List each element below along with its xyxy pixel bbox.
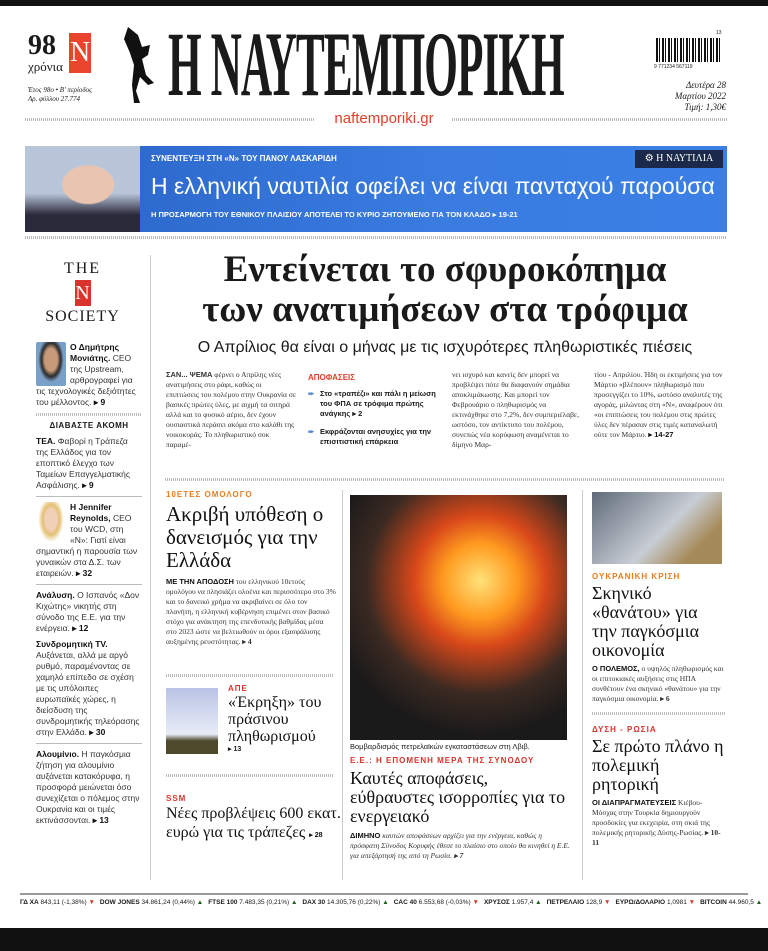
column-divider [150, 255, 151, 880]
story-text: Κιέβου-Μόσχας στην Τουρκία δημιουργούν προσδοκίες για εκεχειρία, στη σκιά της πολεμικής ρητορικής Δύσης-Ρωσίας. [592, 798, 710, 837]
energy-story[interactable] [350, 756, 572, 861]
lead-column-4 [594, 370, 724, 440]
n-logo: N [70, 34, 90, 72]
story-text: καυτών αποφάσεων αρχίζει για την ενέργεια, καθώς η πρόσφατη Σύνοδος Κορυφής έθεσε το πλαίσιο στο οποίο θα κινηθεί η Ε.Ε. για απεξάρτησή της από τη Ρωσία. [350, 831, 570, 860]
divider [25, 118, 315, 121]
item-text: CEO του WCD, στη «Ν»: Γιατί είναι σημαντική η παρουσία των γυναικών στα Δ.Σ. των εταιρειών. [36, 513, 138, 578]
interview-banner[interactable] [25, 146, 727, 232]
divider [592, 712, 726, 715]
ticker-value: 44.960,5 [728, 899, 754, 906]
lead-in: ΣΑΝ... ΨΕΜΑ [166, 370, 213, 379]
issue-number: Αρ. φύλλου 27.774 [28, 95, 80, 103]
down-arrow-icon: ▼ [472, 899, 479, 906]
down-arrow-icon: ▼ [604, 899, 611, 906]
ticker-item [700, 898, 762, 907]
wind-turbine-photo [166, 688, 218, 754]
decision-item[interactable] [308, 427, 440, 447]
kicker: 10ΕΤΕΣ ΟΜΟΛΟΓΟ [166, 490, 253, 499]
lead-in: ΔΙΜΗΝΟ [350, 831, 381, 840]
lead-subtitle: Ο Απρίλιος θα είναι ο μήνας με τις ισχυρότερες πληθωριστικές πιέσεις [197, 339, 693, 356]
headline: Νέες προβλέψεις 600 εκατ. ευρώ για τις τράπεζες [166, 805, 341, 841]
up-arrow-icon: ▲ [382, 899, 389, 906]
right-column [592, 572, 726, 848]
ticker-item [302, 898, 388, 907]
ticker-value: 7.483,35 (0,21%) [239, 899, 290, 906]
the-n-society-logo [25, 260, 140, 326]
lead-headline[interactable] [165, 250, 725, 330]
ticker-item [394, 898, 479, 907]
story-text: ο υψηλός πληθωρισμός και οι επιτοκιακές αυξήσεις στις ΗΠΑ συνθέτουν ένα σκηνικό «θανάτου» για την παγκόσμια οικονομία. [592, 664, 724, 703]
lead-column-1 [166, 370, 296, 450]
decision-text: Εκφράζονται ανησυχίες για την επισιτιστική επάρκεια [320, 427, 432, 446]
lead-column-3: νει ισχυρό και κανείς δεν μπορεί να προβλέψει πότε θα διαφανούν σημάδια αποκλιμάκωσης. Και μπορεί τον Φεβρουάριο ο πληθωρισμός να εκτινάχθηκε στο 7,2%, δεν συμπεριέλαβε, ωστόσο, τον αντίκτυπο του πολέμου, συνεπώς νέα κορύφωση αναμένεται το δίμηνο Μαρ- [452, 370, 579, 449]
sidebar-item[interactable] [36, 436, 142, 491]
ticker-key: FTSE 100 [208, 899, 238, 906]
banner-kicker: ΣΥΝΕΝΤΕΥΞΗ ΣΤΗ «Ν» ΤΟΥ ΠΑΝΟΥ ΛΑΣΚΑΡΙΔΗ [151, 154, 337, 163]
banner-subtitle [151, 210, 518, 220]
ticker-key: CAC 40 [393, 899, 417, 906]
hermes-icon [120, 25, 160, 105]
column-text: τίου - Απριλίου. Ήδη οι εκτιμήσεις για τον Μάρτιο «βλέπουν» πληθωρισμό που προσεγγίζει το 10%, ωστόσο αναλυτές της αγοράς, μιλώντας στη «Ν», αναφέρουν ότι «οι επιπτώσεις του πολέμου στις πρώτες ύλες δεν πέρασαν στις τιμές καταναλωτή ούτε τον Μάρτιο. [594, 370, 723, 439]
tag-label: Η ΝΑΥΤΙΛΙΑ [656, 153, 714, 164]
up-arrow-icon: ▲ [290, 899, 298, 906]
item-lead: ΤΕΑ. [36, 436, 56, 446]
society-text: CEO της Upstream, αρθρογραφεί για τις τεχνολογικές δεξιότητες του μέλλοντος. [36, 353, 136, 407]
banner-headline: Η ελληνική ναυτιλία οφείλει να είναι πανταχού παρούσα [151, 173, 715, 199]
page-ref: ▸ 32 [75, 568, 93, 578]
barcode [656, 38, 722, 62]
page-ref: ▸ 4 [242, 637, 252, 646]
decisions-box [308, 373, 440, 447]
oil-fire-photo [350, 495, 567, 740]
page-ref: ▸ 28 [309, 832, 323, 839]
russia-story[interactable] [592, 725, 726, 848]
divider [36, 496, 142, 497]
story-text: του ελληνικού 10ετούς ομολόγου να πλησιάζει ολοένα και περισσότερο στο 3% και το δανεικό χρήμα να ακριβαίνει σε όλο τον πλανήτη, η ελληνική κυβέρνηση επιμένει στον βασικό στόχο για ανάκτηση της επενδυτικής βαθμίδας μέσα στο 2023 ώστε να βελτιωθούν οι όροι εξασφάλισης αυξημένης ρευστότητας. [166, 577, 336, 646]
date-month: Μαρτίου 2022 [674, 91, 726, 101]
photo-caption: Βομβαρδισμός πετρελαϊκών εγκαταστάσεων στη Λβιβ. [350, 742, 530, 751]
issue-meta [28, 86, 92, 104]
ticker-value: 843,11 (-1,38%) [40, 899, 87, 906]
scan-edge [0, 928, 768, 951]
ticker-key: ΧΡΥΣΟΣ [483, 899, 510, 906]
ticker-value: 6.553,68 (-0,03%) [418, 899, 471, 906]
ticker-item [20, 898, 95, 907]
barcode-issue: 13 [716, 30, 722, 36]
arrow-icon: ➨ [308, 389, 315, 398]
society-n: N [75, 282, 90, 304]
ssm-story[interactable] [166, 794, 341, 845]
kicker: ΟΥΚΡΑΝΙΚΗ ΚΡΙΣΗ [592, 572, 681, 581]
down-arrow-icon: ▼ [688, 899, 696, 906]
page-ref: ▸ 9 [93, 397, 106, 407]
divider [25, 236, 727, 239]
sidebar-item[interactable] [36, 639, 142, 738]
lead-in: ΜΕ ΤΗΝ ΑΠΟΔΟΣΗ [166, 577, 234, 586]
ticker-value: 14.305,76 (0,22%) [326, 899, 381, 906]
anniversary-years: 98 [28, 30, 56, 61]
page-ref: ▸ 7 [453, 851, 464, 860]
item-text: Φαβορί η Τράπεζα της Ελλάδος για τον εποπτικό έλεγχο των Ταμείων Επαγγελματικής Ασφάλισης. [36, 436, 130, 490]
ticker-value: 128,9 [585, 899, 603, 906]
item-text: Αυξάνεται, αλλά με αργό ρυθμό, παραμένοντας σε χαμηλό επίπεδο σε σχέση με τις υπόλοιπες ευρωπαϊκές χώρες, η διείσδυση της συνδρομητικής τηλεόρασης στην Ελλάδα. [36, 650, 140, 737]
headline-line: Εντείνεται το σφυροκόπημα [223, 249, 667, 290]
item-lead: Ανάλυση. [36, 590, 75, 600]
divider [36, 584, 142, 585]
ukraine-story[interactable] [592, 572, 726, 704]
ticker-key: ΓΔ ΧΑ [20, 899, 39, 906]
ticker-item [615, 898, 695, 907]
page-ref: ▸ 6 [660, 694, 670, 703]
headline: Σκηνικό «θανάτου» για την παγκόσμια οικονομία [592, 583, 700, 660]
market-ticker [20, 893, 763, 907]
divider [452, 118, 727, 121]
kicker: SSM [166, 794, 187, 803]
sidebar-item[interactable] [36, 590, 142, 634]
avatar [36, 502, 66, 546]
headline: Ακριβή υπόθεση ο δανεισμός για την Ελλάδα [166, 502, 324, 572]
item-lead: Συνδρομητική TV. [36, 639, 108, 649]
ticker-item [547, 898, 611, 907]
decision-text: Στο «τραπέζι» και πάλι η μείωση του ΦΠΑ σε τρόφιμα πρώτης ανάγκης [320, 389, 436, 418]
divider [36, 743, 142, 744]
society-item[interactable] [36, 342, 142, 408]
page-ref: ▸ 13 [228, 746, 242, 753]
newspaper-title: Η ΝΑΥΤΕΜΠΟΡΙΚΗ [168, 14, 564, 114]
up-arrow-icon: ▲ [755, 899, 763, 906]
coins-photo [592, 492, 722, 564]
banner-sub-text: Η ΠΡΟΣΑΡΜΟΓΗ ΤΟΥ ΕΘΝΙΚΟΥ ΠΛΑΙΣΙΟΥ ΑΠΟΤΕΛΕΙ ΤΟ ΚΥΡΙΟ ΖΗΤΟΥΜΕΝΟ ΓΙΑ ΤΟΝ ΚΛΑΔΟ [151, 210, 491, 219]
divider [166, 674, 334, 677]
lead-in: Ο ΠΟΛΕΜΟΣ, [592, 664, 640, 673]
sidebar [36, 342, 142, 826]
date-day: Δευτέρα 28 [685, 80, 726, 90]
website-link[interactable]: naftemporiki.gr [334, 110, 434, 127]
kicker: ΑΠΕ [228, 684, 248, 693]
ticker-key: DAX 30 [302, 899, 326, 906]
item-lead: Αλουμίνιο. [36, 749, 80, 759]
page-ref: ▸ 30 [89, 727, 106, 737]
kicker: ΔΥΣΗ - ΡΩΣΙΑ [592, 725, 657, 734]
avatar [36, 342, 66, 386]
item-lead: Η Jennifer Reynolds, [70, 502, 112, 523]
price: Τιμή: 1,30€ [684, 102, 726, 112]
ape-story[interactable] [228, 684, 338, 754]
ticker-value: 34.861,24 (0,44%) [141, 899, 195, 906]
banner-pages: ▸ 19-21 [492, 210, 518, 219]
up-arrow-icon: ▲ [196, 899, 204, 906]
decision-item[interactable] [308, 389, 440, 419]
column-divider [342, 490, 343, 880]
ticker-key: BITCOIN [700, 899, 727, 906]
ticker-item [100, 898, 203, 907]
headline: Σε πρώτο πλάνο η πολεμική ρητορική [592, 736, 724, 794]
anniversary-label: χρόνια [28, 59, 63, 74]
page-ref: ▸ 13 [92, 815, 109, 825]
ticker-item [484, 898, 542, 907]
up-arrow-icon: ▲ [535, 899, 542, 906]
decisions-label: ΑΠΟΦΑΣΕΙΣ [308, 373, 356, 382]
sidebar-item[interactable] [36, 502, 142, 579]
issue-year: Έτος 98ο • Β' περίοδος [28, 86, 92, 94]
ticker-key: ΠΕΤΡΕΛΑΙΟ [546, 899, 585, 906]
divider [36, 413, 142, 416]
date-block [640, 80, 726, 113]
shipping-section-tag: ⚙ Η ΝΑΥΤΙΛΙΑ [635, 150, 723, 168]
ticker-value: 1.957,4 [511, 899, 534, 906]
page-ref: ▸ 14-27 [648, 430, 674, 439]
ticker-value: 1,0981 [666, 899, 687, 906]
arrow-icon: ➨ [308, 427, 315, 436]
ticker-item [208, 898, 297, 907]
item-text: Η παγκόσμια ζήτηση για αλουμίνιο αυξάνεται κατακόρυφα, η προσφορά μειώνεται όσο συνεχίζεται ο πόλεμος στην Ουκρανία και οι τιμές εκτινάσσονται. [36, 749, 140, 825]
scan-edge [0, 0, 768, 6]
headline: «Έκρηξη» του πράσινου πληθωρισμού [228, 694, 322, 745]
society-word: SOCIETY [45, 308, 120, 325]
page-ref: ▸ 2 [352, 409, 363, 418]
down-arrow-icon: ▼ [88, 899, 95, 906]
interviewee-photo [25, 146, 140, 232]
item-text: Ο Ισπανός «Δον Κιχώτης» νικητής στη σύνοδο της Ε.Ε. για την ενέργεια. [36, 590, 140, 633]
lead-in: ΟΙ ΔΙΑΠΡΑΓΜΑΤΕΥΣΕΙΣ [592, 798, 677, 807]
column-text: φέρνει ο Απρίλης νέες ανατιμήσεις στο ράφι, καθώς οι επιπτώσεις του πολέμου στην Ουκρανία σε βασικές πρώτες ύλες, με αιχμή τα σιτηρά αλλά και το φυσικό αέριο, δεν έχουν ουσιαστικά περάσει ακόμα στο καλάθι της νοικοκυράς. Το πληθωριστικό σοκ παραμέ- [166, 370, 297, 449]
page-ref: ▸ 10-11 [592, 828, 721, 847]
bond-story[interactable] [166, 490, 336, 647]
ticker-key: DOW JONES [99, 899, 140, 906]
society-name: Ο Δημήτρης Μονιάτης. [70, 342, 120, 363]
kicker: Ε.Ε.: Η ΕΠΟΜΕΝΗ ΜΕΡΑ ΤΗΣ ΣΥΝΟΔΟΥ [350, 756, 535, 765]
page-ref: ▸ 12 [72, 623, 89, 633]
column-divider [582, 490, 583, 880]
divider [166, 774, 334, 777]
divider [165, 478, 725, 481]
ticker-key: ΕΥΡΩ/ΔΟΛΑΡΙΟ [615, 899, 666, 906]
headline: Καυτές αποφάσεις, εύθραυστες ισορροπίες για το ενεργειακό [350, 768, 566, 826]
barcode-number: 9 771234 567119 [654, 64, 693, 70]
society-the: THE [63, 260, 102, 277]
newspaper-title-area [168, 14, 626, 114]
page-ref: ▸ 9 [82, 480, 94, 490]
headline-line: των ανατιμήσεων στα τρόφιμα [202, 289, 688, 330]
read-more-heading: ΔΙΑΒΑΣΤΕ ΑΚΟΜΗ [49, 421, 129, 430]
sidebar-item[interactable] [36, 749, 142, 826]
